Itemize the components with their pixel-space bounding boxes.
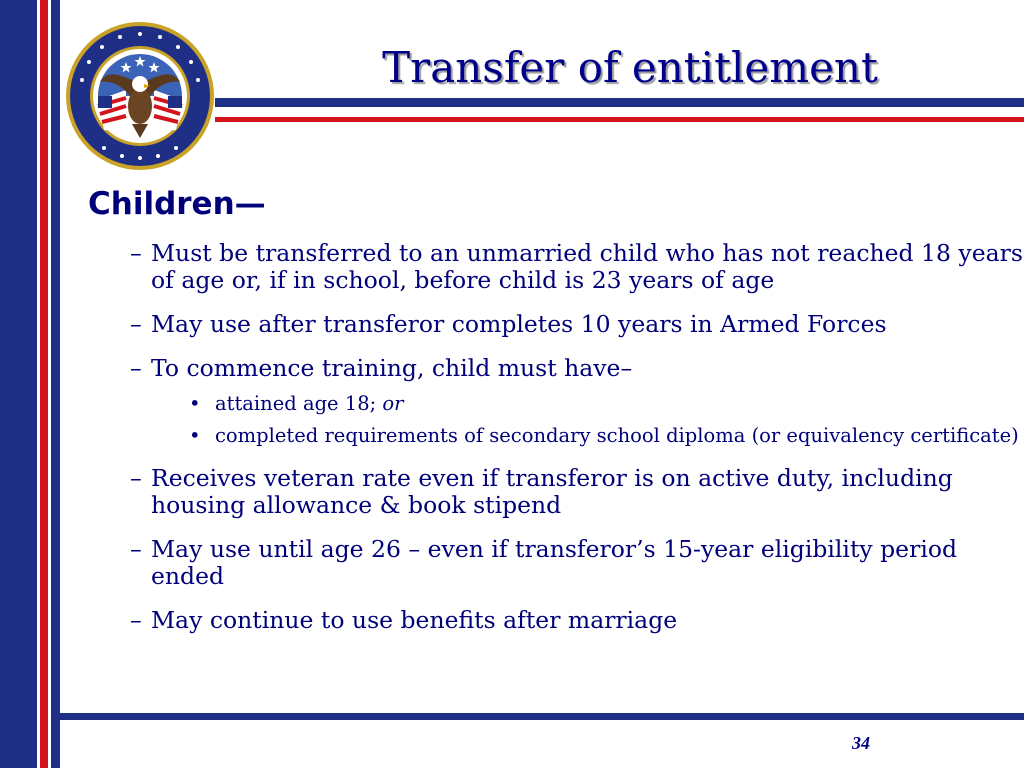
list-item-text: To commence training, child must have–: [151, 354, 633, 382]
left-navy-inner-stripe: [51, 0, 60, 768]
list-item: [130, 240, 1024, 294]
dash-marker: –: [130, 464, 142, 492]
list-item: [130, 311, 1024, 338]
sub-list-item-italic: or: [382, 392, 404, 415]
sub-bullet-list: [189, 392, 1024, 448]
list-item: [130, 355, 1024, 448]
dash-marker: –: [130, 535, 142, 563]
va-seal-logo: [64, 20, 216, 172]
list-item-text: Must be transferred to an unmarried child who has not reached 18 years of age or, if in school, before child is 23 years of age: [151, 239, 1023, 294]
list-item: [130, 607, 1024, 634]
footer-navy-rule: [60, 713, 1024, 720]
dash-marker: –: [130, 239, 142, 267]
header-red-rule: [215, 117, 1024, 122]
sub-list-item-text: completed requirements of secondary school diploma (or equivalency certificate): [215, 424, 1019, 447]
slide-title: Transfer of entitlement: [382, 43, 878, 92]
section-heading: Children—: [88, 186, 266, 222]
left-navy-stripe: [0, 0, 37, 768]
sub-list-item-text: attained age 18;: [215, 392, 383, 415]
list-item-text: May use after transferor completes 10 years in Armed Forces: [151, 310, 887, 338]
sub-list-item: [189, 392, 1024, 416]
header-navy-rule: [215, 98, 1024, 107]
page-number: 34: [852, 733, 870, 753]
bullet-marker: •: [189, 424, 201, 447]
list-item-text: May use until age 26 – even if transferor’s 15-year eligibility period ended: [151, 535, 958, 590]
dash-marker: –: [130, 354, 142, 382]
sub-list-item: [189, 424, 1024, 448]
left-red-stripe: [40, 0, 48, 768]
bullet-marker: •: [189, 392, 201, 415]
bullet-list: [130, 240, 1024, 651]
list-item-text: May continue to use benefits after marriage: [151, 606, 678, 634]
dash-marker: –: [130, 310, 142, 338]
dash-marker: –: [130, 606, 142, 634]
list-item-text: Receives veteran rate even if transferor is on active duty, including housing allowance & book stipend: [151, 464, 953, 519]
list-item: [130, 536, 1024, 590]
list-item: [130, 465, 1024, 519]
